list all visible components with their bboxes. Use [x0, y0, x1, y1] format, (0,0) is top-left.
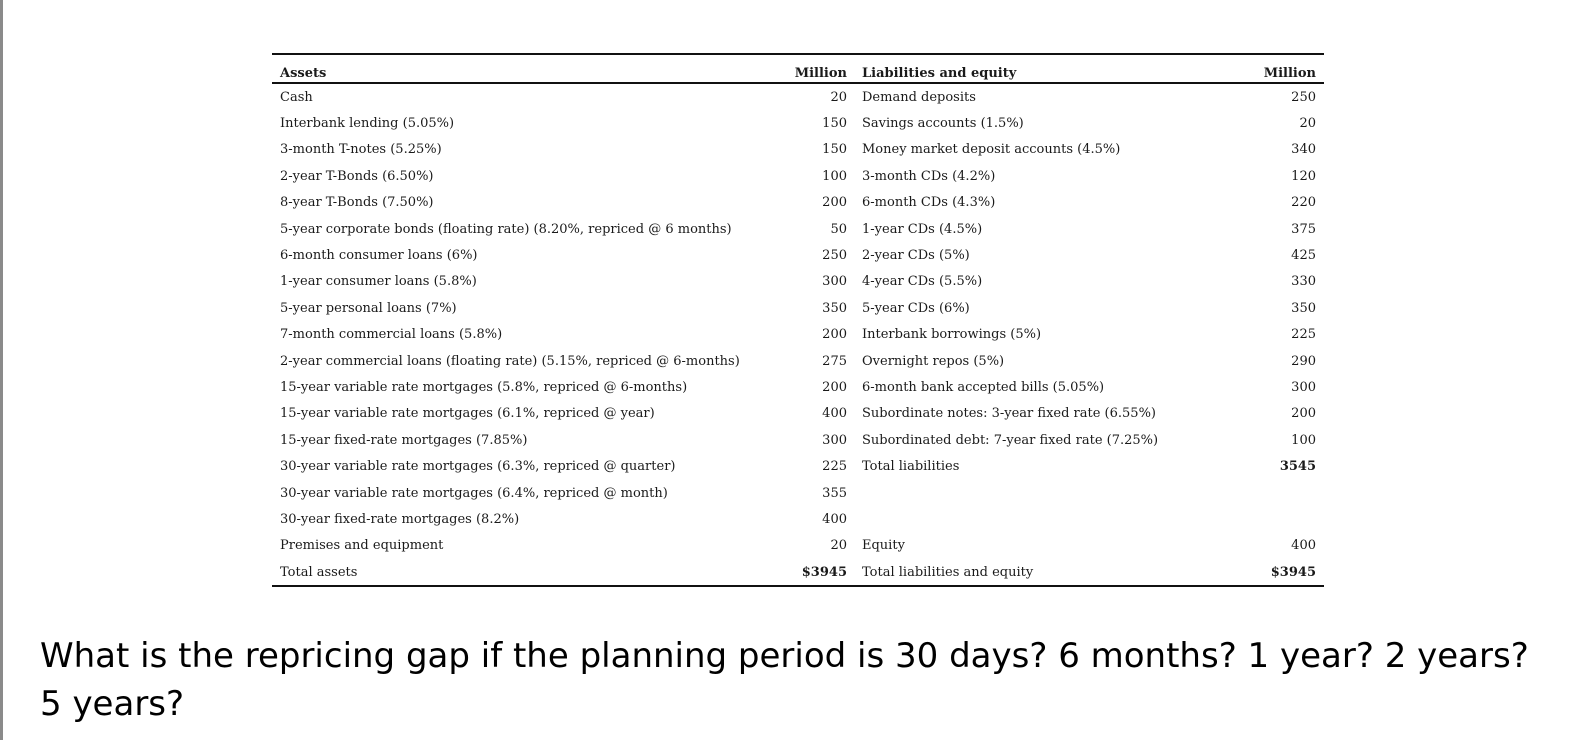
asset-value: 250 — [822, 248, 847, 264]
total-assets-label: Total assets — [280, 564, 358, 580]
liability-value: 300 — [1291, 379, 1316, 395]
asset-value: 225 — [822, 459, 847, 475]
asset-value: 150 — [822, 116, 847, 132]
table-row — [272, 322, 1324, 348]
liability-name: 3-month CDs (4.2%) — [862, 168, 996, 184]
liability-name — [855, 506, 1255, 532]
liability-name: 6-month CDs (4.3%) — [862, 195, 996, 211]
liability-value: 350 — [1291, 300, 1316, 316]
equity-label: Equity — [862, 538, 905, 554]
asset-name: Cash — [280, 89, 313, 105]
asset-value: 150 — [822, 142, 847, 158]
liabilities-header: Liabilities and equity — [855, 55, 1255, 83]
table-row — [272, 374, 1324, 400]
asset-name: 30-year variable rate mortgages (6.3%, repriced @ quarter) — [280, 459, 676, 475]
asset-value: 20 — [830, 89, 847, 105]
assets-amount-header: Million — [780, 55, 855, 83]
table-row — [272, 269, 1324, 295]
liability-value — [1255, 506, 1324, 532]
liability-name: Overnight repos (5%) — [862, 353, 1005, 369]
asset-name: 2-year commercial loans (floating rate) (5.15%, repriced @ 6-months) — [280, 353, 740, 369]
total-assets-value: $3945 — [801, 564, 847, 580]
asset-value: 300 — [822, 274, 847, 290]
asset-name: 5-year personal loans (7%) — [280, 300, 457, 316]
table-row — [272, 533, 1324, 559]
asset-name: 3-month T-notes (5.25%) — [280, 142, 442, 158]
liability-name: Subordinated debt: 7-year fixed rate (7.25%) — [862, 432, 1159, 448]
asset-name: Interbank lending (5.05%) — [280, 116, 455, 132]
asset-value: 20 — [830, 538, 847, 554]
liability-name: Demand deposits — [862, 89, 976, 105]
asset-value: 100 — [822, 168, 847, 184]
equity-value: 400 — [1291, 538, 1316, 554]
liability-name: Subordinate notes: 3-year fixed rate (6.55%) — [862, 406, 1156, 422]
asset-name: 30-year variable rate mortgages (6.4%, repriced @ month) — [280, 485, 668, 501]
liability-name: 5-year CDs (6%) — [862, 300, 970, 316]
asset-name: 5-year corporate bonds (floating rate) (8.20%, repriced @ 6 months) — [280, 221, 732, 237]
liability-value: 220 — [1291, 195, 1316, 211]
table-row — [272, 137, 1324, 163]
asset-name: 15-year variable rate mortgages (5.8%, repriced @ 6-months) — [280, 379, 688, 395]
table-row — [272, 506, 1324, 532]
liability-value: 375 — [1291, 221, 1316, 237]
asset-value: 200 — [822, 327, 847, 343]
header-row — [272, 55, 1324, 83]
table-row — [272, 427, 1324, 453]
total-liabilities-label: Total liabilities — [862, 459, 960, 475]
asset-value: 200 — [822, 195, 847, 211]
asset-value: 275 — [822, 353, 847, 369]
table-row — [272, 163, 1324, 189]
liability-value: 425 — [1291, 248, 1316, 264]
liability-value: 200 — [1291, 406, 1316, 422]
table-row — [272, 480, 1324, 506]
asset-name: 6-month consumer loans (6%) — [280, 248, 478, 264]
liability-value: 20 — [1299, 116, 1316, 132]
liabilities-amount-header: Million — [1255, 55, 1324, 83]
table-row — [272, 83, 1324, 110]
table-row — [272, 348, 1324, 374]
liability-name — [855, 480, 1255, 506]
asset-value: 400 — [822, 406, 847, 422]
asset-name: 8-year T-Bonds (7.50%) — [280, 195, 434, 211]
total-liabilities-value: 3545 — [1279, 459, 1316, 475]
balance-sheet-table — [272, 55, 1324, 585]
asset-name: 1-year consumer loans (5.8%) — [280, 274, 477, 290]
liability-value: 250 — [1291, 89, 1316, 105]
total-row — [272, 559, 1324, 585]
table-row — [272, 295, 1324, 321]
liability-value — [1255, 480, 1324, 506]
liability-name: Savings accounts (1.5%) — [862, 116, 1024, 132]
assets-header: Assets — [272, 55, 780, 83]
asset-name: Premises and equipment — [280, 538, 444, 554]
liability-value: 330 — [1291, 274, 1316, 290]
table-row — [272, 216, 1324, 242]
asset-value: 50 — [830, 221, 847, 237]
asset-value: 300 — [822, 432, 847, 448]
liability-name: 2-year CDs (5%) — [862, 248, 970, 264]
table-row — [272, 110, 1324, 136]
table-row — [272, 401, 1324, 427]
liability-name: 6-month bank accepted bills (5.05%) — [862, 379, 1105, 395]
liability-name: 1-year CDs (4.5%) — [862, 221, 983, 237]
liability-name: Money market deposit accounts (4.5%) — [862, 142, 1121, 158]
liability-value: 340 — [1291, 142, 1316, 158]
asset-name: 30-year fixed-rate mortgages (8.2%) — [280, 511, 520, 527]
window-left-edge — [0, 0, 3, 740]
liability-name: 4-year CDs (5.5%) — [862, 274, 983, 290]
asset-value: 350 — [822, 300, 847, 316]
asset-name: 7-month commercial loans (5.8%) — [280, 327, 503, 343]
liability-value: 225 — [1291, 327, 1316, 343]
asset-name: 2-year T-Bonds (6.50%) — [280, 168, 434, 184]
liability-value: 290 — [1291, 353, 1316, 369]
table-row — [272, 190, 1324, 216]
asset-value: 355 — [822, 485, 847, 501]
asset-value: 200 — [822, 379, 847, 395]
question-text: What is the repricing gap if the planning period is 30 days? 6 months? 1 year? 2 years? 5 years? — [40, 636, 1529, 724]
total-liabilities-equity-value: $3945 — [1270, 564, 1316, 580]
balance-sheet — [272, 53, 1324, 587]
table-row — [272, 453, 1324, 479]
table-row — [272, 242, 1324, 268]
total-liabilities-equity-label: Total liabilities and equity — [862, 564, 1034, 580]
liability-value: 120 — [1291, 168, 1316, 184]
asset-value: 400 — [822, 511, 847, 527]
liability-value: 100 — [1291, 432, 1316, 448]
liability-name: Interbank borrowings (5%) — [862, 327, 1042, 343]
asset-name: 15-year fixed-rate mortgages (7.85%) — [280, 432, 528, 448]
asset-name: 15-year variable rate mortgages (6.1%, repriced @ year) — [280, 406, 655, 422]
